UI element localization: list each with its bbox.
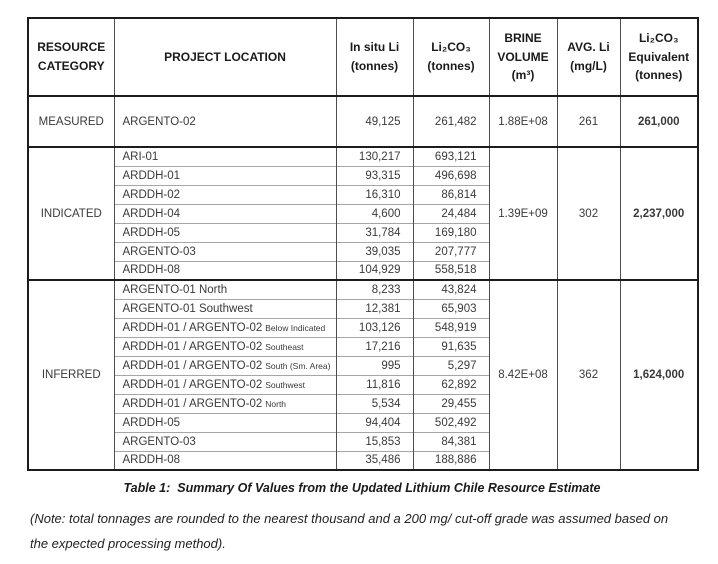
location-suffix: Southeast bbox=[265, 341, 304, 352]
header-line: Equivalent bbox=[628, 49, 690, 64]
li2co3-cell: 502,492 bbox=[413, 413, 489, 432]
insitu-cell: 93,315 bbox=[336, 166, 413, 185]
insitu-cell: 39,035 bbox=[336, 242, 413, 261]
header-line: CATEGORY bbox=[37, 59, 105, 73]
insitu-cell: 49,125 bbox=[336, 96, 413, 147]
brine-volume-cell: 1.39E+09 bbox=[489, 147, 557, 280]
li2co3-cell: 86,814 bbox=[413, 185, 489, 204]
insitu-cell: 12,381 bbox=[336, 299, 413, 318]
header-line: In situ Li bbox=[349, 40, 400, 55]
li2co3-cell: 261,482 bbox=[413, 96, 489, 147]
header-line: Li₂CO₃ bbox=[431, 40, 471, 55]
header-line: VOLUME bbox=[497, 49, 549, 64]
location-suffix: South (Sm. Area) bbox=[265, 360, 331, 371]
table-note: (Note: total tonnages are rounded to the nearest thousand and a 200 mg/ cut-off grade was assumed based on the expected processing method). bbox=[30, 511, 669, 552]
location-cell: ARDDH-04 bbox=[114, 204, 336, 223]
header-avg-li bbox=[557, 18, 620, 96]
table-row bbox=[28, 147, 698, 166]
location-main: ARDDH-01 / ARGENTO-02 bbox=[122, 321, 263, 334]
location-cell: ARGENTO-03 bbox=[114, 432, 336, 451]
insitu-cell: 130,217 bbox=[336, 147, 413, 166]
insitu-cell: 8,233 bbox=[336, 280, 413, 299]
header-line: Li₂CO₃ bbox=[638, 31, 679, 46]
location-suffix: Below Indicated bbox=[265, 322, 326, 333]
li2co3-cell: 558,518 bbox=[413, 261, 489, 280]
li2co3-cell: 84,381 bbox=[413, 432, 489, 451]
category-cell: INFERRED bbox=[28, 280, 114, 470]
insitu-cell: 35,486 bbox=[336, 451, 413, 470]
insitu-cell: 11,816 bbox=[336, 375, 413, 394]
li2co3-cell: 188,886 bbox=[413, 451, 489, 470]
brine-volume-cell: 8.42E+08 bbox=[489, 280, 557, 470]
header-resource-category bbox=[28, 18, 114, 96]
location-cell: ARGENTO-03 bbox=[114, 242, 336, 261]
header-brine-volume bbox=[489, 18, 557, 96]
equivalent-cell: 1,624,000 bbox=[620, 280, 698, 470]
location-cell bbox=[114, 356, 336, 375]
category-cell: MEASURED bbox=[28, 96, 114, 147]
li2co3-cell: 496,698 bbox=[413, 166, 489, 185]
li2co3-cell: 29,455 bbox=[413, 394, 489, 413]
insitu-cell: 15,853 bbox=[336, 432, 413, 451]
insitu-cell: 17,216 bbox=[336, 337, 413, 356]
table-caption: Table 1: Summary Of Values from the Updated Lithium Chile Resource Estimate bbox=[123, 481, 601, 495]
equivalent-cell: 2,237,000 bbox=[620, 147, 698, 280]
location-cell: ARDDH-08 bbox=[114, 451, 336, 470]
insitu-cell: 103,126 bbox=[336, 318, 413, 337]
category-cell: INDICATED bbox=[28, 147, 114, 280]
location-cell: ARI-01 bbox=[114, 147, 336, 166]
header-line: (mg/L) bbox=[570, 59, 607, 73]
table-row bbox=[28, 280, 698, 299]
header-line: (m³) bbox=[511, 68, 535, 83]
location-cell: ARDDH-05 bbox=[114, 223, 336, 242]
li2co3-cell: 62,892 bbox=[413, 375, 489, 394]
table-row bbox=[28, 96, 698, 147]
header-insitu-li bbox=[336, 18, 413, 96]
header-line: RESOURCE bbox=[37, 40, 106, 55]
header-line: (tonnes) bbox=[350, 59, 399, 73]
avg-li-cell: 261 bbox=[557, 96, 620, 147]
header-row bbox=[28, 18, 698, 96]
li2co3-cell: 65,903 bbox=[413, 299, 489, 318]
li2co3-cell: 548,919 bbox=[413, 318, 489, 337]
header-line: AVG. Li bbox=[567, 40, 610, 55]
location-cell: ARGENTO-02 bbox=[114, 96, 336, 147]
location-cell: ARGENTO-01 Southwest bbox=[114, 299, 336, 318]
header-line: PROJECT LOCATION bbox=[164, 49, 286, 64]
location-cell: ARDDH-08 bbox=[114, 261, 336, 280]
equivalent-cell: 261,000 bbox=[620, 96, 698, 147]
header-line: (tonnes) bbox=[427, 59, 475, 73]
header-line: BRINE bbox=[504, 31, 542, 46]
insitu-cell: 995 bbox=[336, 356, 413, 375]
location-suffix: North bbox=[265, 398, 287, 409]
location-cell: ARDDH-05 bbox=[114, 413, 336, 432]
li2co3-cell: 43,824 bbox=[413, 280, 489, 299]
header-project-location bbox=[114, 18, 336, 96]
insitu-cell: 31,784 bbox=[336, 223, 413, 242]
location-cell: ARDDH-02 bbox=[114, 185, 336, 204]
header-line: (tonnes) bbox=[635, 68, 683, 83]
resource-estimate-table bbox=[27, 17, 699, 471]
li2co3-cell: 91,635 bbox=[413, 337, 489, 356]
insitu-cell: 4,600 bbox=[336, 204, 413, 223]
avg-li-cell: 362 bbox=[557, 280, 620, 470]
li2co3-cell: 207,777 bbox=[413, 242, 489, 261]
li2co3-cell: 693,121 bbox=[413, 147, 489, 166]
location-suffix: Southwest bbox=[265, 379, 305, 390]
insitu-cell: 94,404 bbox=[336, 413, 413, 432]
location-cell bbox=[114, 394, 336, 413]
location-main: ARDDH-01 / ARGENTO-02 bbox=[122, 378, 263, 391]
location-cell: ARGENTO-01 North bbox=[114, 280, 336, 299]
location-cell bbox=[114, 318, 336, 337]
header-li2co3-equivalent bbox=[620, 18, 698, 96]
brine-volume-cell: 1.88E+08 bbox=[489, 96, 557, 147]
insitu-cell: 16,310 bbox=[336, 185, 413, 204]
insitu-cell: 104,929 bbox=[336, 261, 413, 280]
header-li2co3 bbox=[413, 18, 489, 96]
li2co3-cell: 24,484 bbox=[413, 204, 489, 223]
location-cell bbox=[114, 337, 336, 356]
li2co3-cell: 5,297 bbox=[413, 356, 489, 375]
li2co3-cell: 169,180 bbox=[413, 223, 489, 242]
location-main: ARDDH-01 / ARGENTO-02 bbox=[122, 359, 263, 372]
avg-li-cell: 302 bbox=[557, 147, 620, 280]
insitu-cell: 5,534 bbox=[336, 394, 413, 413]
location-main: ARDDH-01 / ARGENTO-02 bbox=[122, 340, 263, 353]
location-main: ARDDH-01 / ARGENTO-02 bbox=[122, 397, 263, 410]
location-cell bbox=[114, 375, 336, 394]
location-cell: ARDDH-01 bbox=[114, 166, 336, 185]
